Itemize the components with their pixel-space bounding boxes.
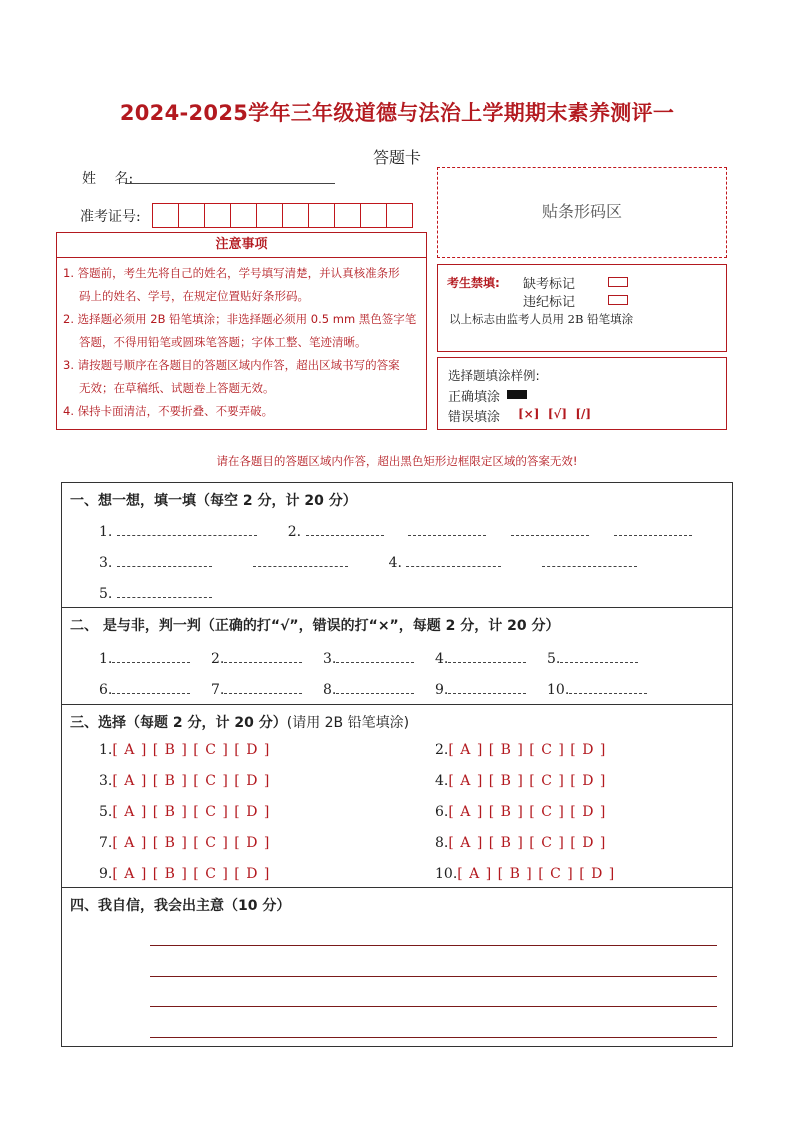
id-digit-box[interactable]: [204, 203, 231, 228]
section-title: 一、想一想，填一填（每空 2 分，计 20 分）: [70, 493, 357, 509]
section-title: [70, 712, 409, 732]
answer-blank[interactable]: [112, 681, 190, 694]
notice-item: 4. 保持卡面清洁，不要折叠、不要弄破。: [63, 404, 274, 418]
question-row: [99, 650, 659, 667]
choice-options[interactable]: [ A ] [ B ] [ C ] [ D ]: [112, 804, 271, 820]
page-title: 2024-2025学年三年级道德与法治上学期期末素养测评一: [119, 101, 675, 125]
question-number: 9.: [435, 682, 449, 698]
section-open-answer: [62, 888, 732, 1046]
answer-blank[interactable]: [408, 523, 486, 536]
fill-sample-box: [437, 357, 727, 430]
answer-blank[interactable]: [117, 554, 212, 567]
choice-options[interactable]: [ A ] [ B ] [ C ] [ D ]: [112, 866, 271, 882]
choice-options[interactable]: [ A ] [ B ] [ C ] [ D ]: [457, 866, 616, 882]
choice-options[interactable]: [ A ] [ B ] [ C ] [ D ]: [448, 804, 607, 820]
answer-blank[interactable]: [336, 681, 414, 694]
question-row: [99, 681, 659, 698]
answer-blank[interactable]: [253, 554, 348, 567]
id-label: 准考证号:: [80, 209, 141, 225]
answer-blank[interactable]: [448, 650, 526, 663]
section-title: 二、 是与非，判一判（正确的打“√”，错误的打“×”，每题 2 分，计 20 分）: [70, 618, 560, 634]
answer-blank[interactable]: [406, 554, 501, 567]
notice-item-cont: 码上的姓名、学号，在规定位置贴好条形码。: [79, 289, 309, 303]
writing-line[interactable]: [150, 976, 717, 977]
question-number: 8.: [323, 682, 337, 698]
question-number: 10.: [547, 682, 570, 698]
question-number: 1.: [99, 651, 113, 667]
question-number: 5.: [99, 804, 113, 820]
question-number: 8.: [435, 835, 449, 851]
answer-blank[interactable]: [511, 523, 589, 536]
barcode-area: [437, 167, 727, 258]
question-row: [99, 585, 212, 602]
id-digit-box[interactable]: [230, 203, 257, 228]
notice-item: 1. 答题前，考生先将自己的姓名，学号填写清楚，并认真核准条形: [63, 266, 400, 280]
section-title-main: 三、选择（每题 2 分，计 20 分）: [70, 715, 287, 731]
id-digit-box[interactable]: [256, 203, 283, 228]
examiner-only-box: [437, 264, 727, 352]
question-number: 3.: [99, 773, 113, 789]
choice-options[interactable]: [ A ] [ B ] [ C ] [ D ]: [112, 835, 271, 851]
choice-question: [99, 804, 270, 820]
answer-blank[interactable]: [336, 650, 414, 663]
question-row: [99, 523, 692, 540]
id-digit-box[interactable]: [152, 203, 179, 228]
question-number: 10.: [435, 866, 458, 882]
choice-question: [99, 773, 270, 789]
answer-blank[interactable]: [112, 650, 190, 663]
choice-question: [99, 866, 270, 882]
notice-item-cont: 答题，不得用铅笔或圆珠笔答题；字体工整、笔迹清晰。: [79, 335, 367, 349]
question-number: 7.: [99, 835, 113, 851]
question-number: 7.: [211, 682, 225, 698]
notice-item: 3. 请按题号顺序在各题目的答题区域内作答，超出区域书写的答案: [63, 358, 400, 372]
choice-question: [435, 773, 606, 789]
question-number: 9.: [99, 866, 113, 882]
id-digit-box[interactable]: [282, 203, 309, 228]
notice-item-cont: 无效；在草稿纸、试题卷上答题无效。: [79, 381, 275, 395]
section-title-note: (请用 2B 铅笔填涂): [286, 715, 410, 731]
answer-blank[interactable]: [560, 650, 638, 663]
writing-line[interactable]: [150, 945, 717, 946]
question-number: 3.: [323, 651, 337, 667]
choice-options[interactable]: [ A ] [ B ] [ C ] [ D ]: [448, 835, 607, 851]
question-number: 5.: [99, 586, 113, 602]
section-fill-blank: [62, 483, 732, 608]
choice-options[interactable]: [ A ] [ B ] [ C ] [ D ]: [112, 773, 271, 789]
wrong-fill-samples: [×] [√] [/]: [518, 407, 592, 421]
page-subtitle: 答题卡: [372, 148, 421, 167]
choice-question: [99, 835, 270, 851]
id-digit-box[interactable]: [360, 203, 387, 228]
correct-fill-label: 正确填涂: [448, 390, 501, 405]
violation-mark-label: 违纪标记: [523, 295, 576, 310]
id-number-boxes[interactable]: [152, 203, 412, 228]
answer-blank[interactable]: [306, 523, 384, 536]
section-multiple-choice: [62, 705, 732, 888]
question-number: 4.: [388, 555, 402, 571]
question-number: 1.: [99, 742, 113, 758]
choice-question: [435, 835, 606, 851]
notice-item: 2. 选择题必须用 2B 铅笔填涂；非选择题必须用 0.5 mm 黑色签字笔: [63, 312, 417, 326]
answer-area-warning: 请在各题目的答题区域内作答，超出黑色矩形边框限定区域的答案无效!: [216, 454, 578, 468]
barcode-label: 贴条形码区: [541, 202, 622, 221]
answer-blank[interactable]: [569, 681, 647, 694]
writing-line[interactable]: [150, 1006, 717, 1007]
question-row: [99, 554, 637, 571]
answer-blank[interactable]: [224, 650, 302, 663]
id-digit-box[interactable]: [178, 203, 205, 228]
answer-frame: [61, 482, 733, 1047]
id-digit-box[interactable]: [334, 203, 361, 228]
absent-mark-box[interactable]: [608, 277, 628, 287]
question-number: 1.: [99, 524, 113, 540]
question-number: 4.: [435, 773, 449, 789]
answer-blank[interactable]: [117, 523, 257, 536]
name-field[interactable]: [125, 183, 335, 184]
sample-heading: 选择题填涂样例:: [448, 368, 540, 383]
question-number: 3.: [99, 555, 113, 571]
correct-fill-sample: [507, 390, 527, 399]
answer-blank[interactable]: [224, 681, 302, 694]
absent-mark-label: 缺考标记: [523, 277, 576, 292]
choice-question: [435, 804, 606, 820]
choice-options[interactable]: [ A ] [ B ] [ C ] [ D ]: [448, 742, 607, 758]
id-digit-box[interactable]: [308, 203, 335, 228]
question-number: 2.: [435, 742, 449, 758]
forbid-label: 考生禁填:: [447, 276, 500, 290]
answer-blank[interactable]: [614, 523, 692, 536]
question-number: 2.: [211, 651, 225, 667]
question-number: 4.: [435, 651, 449, 667]
section-true-false: [62, 608, 732, 705]
forbid-note: 以上标志由监考人员用 2B 铅笔填涂: [449, 312, 634, 326]
question-number: 2.: [287, 524, 302, 540]
question-number: 6.: [435, 804, 449, 820]
choice-question: [435, 742, 606, 758]
wrong-fill-label: 错误填涂: [448, 410, 501, 425]
notice-heading: 注意事项: [57, 233, 426, 258]
choice-question: [435, 866, 615, 882]
name-label: 姓 名:: [82, 171, 134, 187]
violation-mark-box[interactable]: [608, 295, 628, 305]
question-number: 6.: [99, 682, 113, 698]
question-number: 5.: [547, 651, 561, 667]
notice-box: [56, 232, 427, 430]
choice-options[interactable]: [ A ] [ B ] [ C ] [ D ]: [112, 742, 271, 758]
id-digit-box[interactable]: [386, 203, 413, 228]
section-title: 四、我自信，我会出主意（10 分）: [70, 898, 291, 914]
choice-question: [99, 742, 270, 758]
writing-line[interactable]: [150, 1037, 717, 1038]
answer-blank[interactable]: [117, 585, 212, 598]
answer-blank[interactable]: [448, 681, 526, 694]
choice-options[interactable]: [ A ] [ B ] [ C ] [ D ]: [448, 773, 607, 789]
answer-blank[interactable]: [542, 554, 637, 567]
